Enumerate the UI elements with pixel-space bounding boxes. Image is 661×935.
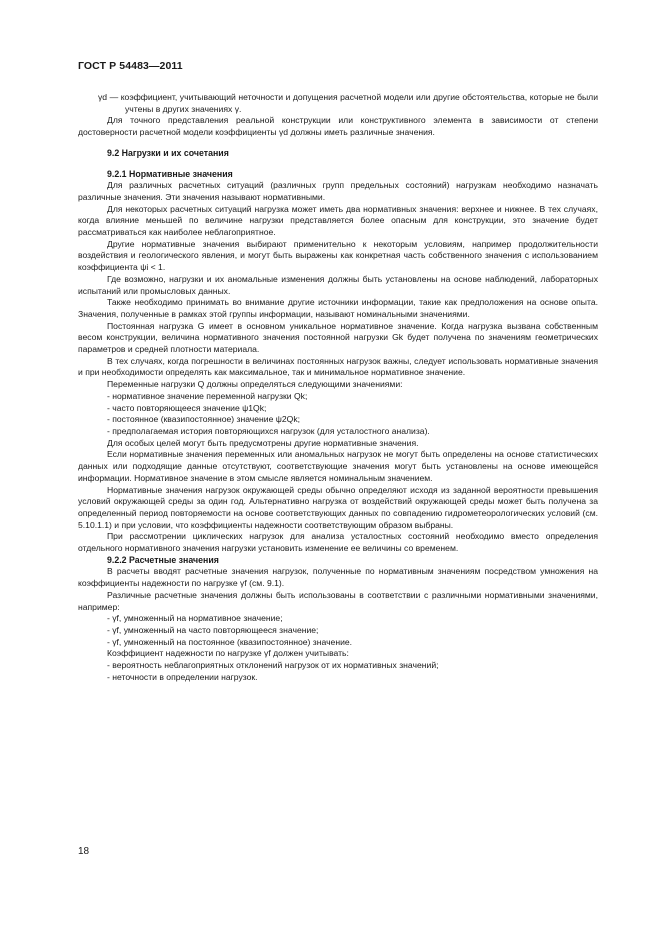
paragraph: Для точного представления реальной конструкции или конструктивного элемента в зависимости от степени достоверности расчетной модели коэффициенты γd должны иметь различные значения.: [78, 115, 598, 138]
list-item: - неточности в определении нагрузок.: [107, 671, 258, 682]
paragraph: Для некоторых расчетных ситуаций нагрузка может иметь два нормативных значения: верхнее и нижнее. В тех случаях, когда влияние меньшей по величине нагрузки представляется более опасным для конструкции, это значение будет рассматриваться как наиболее неблагоприятное.: [78, 203, 598, 238]
gamma-d-definition: γd — коэффициент, учитывающий неточности и допущения расчетной модели или другие обстоятельства, которые не были учтены в других значениях γ.: [98, 92, 598, 114]
list-item: - нормативное значение переменной нагрузки Qk;: [107, 390, 308, 401]
paragraph: В тех случаях, когда погрешности в величинах постоянных нагрузок важны, следует использовать нормативные значения и при необходимости определять как максимальное, так и минимальное нормативное значение.: [78, 355, 598, 378]
list-item: - вероятность неблагоприятных отклонений нагрузок от их нормативных значений;: [107, 660, 439, 671]
paragraph: Также необходимо принимать во внимание другие источники информации, такие как предположения на основе опыта. Значения, полученные в рамках этой группы информации, называют номинальными значениями.: [78, 297, 598, 319]
list-item: - часто повторяющееся значение ψ1Qk;: [107, 402, 267, 413]
paragraph: Для различных расчетных ситуаций (различных групп предельных состояний) нагрузкам необходимо назначать различные значения. Эти значения называют нормативными.: [78, 180, 598, 202]
paragraph: Нормативные значения нагрузок окружающей среды обычно определяют исходя из заданной вероятности превышения условий окружающей среды за один год. Альтернативно нагрузка от воздействий окружающей среды может быть получена за определенный период повторяемости на основе соответствующих данных по совпадению гидрометеорологических условий (см. 5.10.1.1) и при условии, что коэффициенты надежности соответствующим образом выбраны.: [78, 484, 598, 530]
paragraph: Другие нормативные значения выбирают применительно к некоторым условиям, например продолжительности воздействия и геологического явления, и могут быть выражены как конкретная часть собственного значения с использованием коэффициента ψi < 1.: [78, 238, 598, 273]
list-item: - постоянное (квазипостоянное) значение ψ2Qk;: [107, 414, 301, 425]
section-heading-9-2: 9.2 Нагрузки и их сочетания: [107, 147, 229, 158]
section-heading-9-2-2: 9.2.2 Расчетные значения: [107, 554, 219, 565]
paragraph: Где возможно, нагрузки и их аномальные изменения должны быть установлены на основе наблюдений, лабораторных испытаний или промысловых данных.: [78, 273, 598, 296]
document-header: ГОСТ Р 54483—2011: [78, 60, 183, 72]
list-item: - γf, умноженный на часто повторяющееся значение;: [107, 624, 319, 635]
list-item: - γf, умноженный на постоянное (квазипостоянное) значение.: [107, 636, 353, 647]
paragraph: В расчеты вводят расчетные значения нагрузок, полученные по нормативным значениям посредством умножения на коэффициенты надежности по нагрузке γf (см. 9.1).: [78, 566, 598, 589]
section-heading-9-2-1: 9.2.1 Нормативные значения: [107, 168, 233, 179]
paragraph: Если нормативные значения переменных или аномальных нагрузок не могут быть определены на основе статистических данных или подходящие данные отсутствуют, соответствующие значения могут быть установлены на основе имеющейся информации. Нормативное значение в этом смысле является номинальным значением.: [78, 449, 598, 483]
list-item: - γf, умноженный на нормативное значение;: [107, 613, 283, 624]
paragraph: Постоянная нагрузка G имеет в основном уникальное нормативное значение. Когда нагрузка вызвана собственным весом конструкции, величина нормативного значения постоянной нагрузки Gk будет получена по значениям геометрических параметров и средней плотности материала.: [78, 320, 598, 355]
paragraph: При рассмотрении циклических нагрузок для анализа усталостных состояний необходимо вместо определения отдельного нормативного значения нагрузки установить изменение ее величины со временем.: [78, 531, 598, 554]
document-body: [78, 92, 598, 683]
page-number: 18: [78, 846, 90, 857]
paragraph: Для особых целей могут быть предусмотрены другие нормативные значения.: [107, 437, 419, 448]
paragraph: Различные расчетные значения должны быть использованы в соответствии с различными нормативными значениями, например:: [78, 589, 598, 612]
paragraph: Коэффициент надежности по нагрузке γf должен учитывать:: [107, 648, 349, 659]
list-item: - предполагаемая история повторяющихся нагрузок (для усталостного анализа).: [107, 425, 430, 436]
paragraph: Переменные нагрузки Q должны определяться следующими значениями:: [107, 379, 403, 390]
